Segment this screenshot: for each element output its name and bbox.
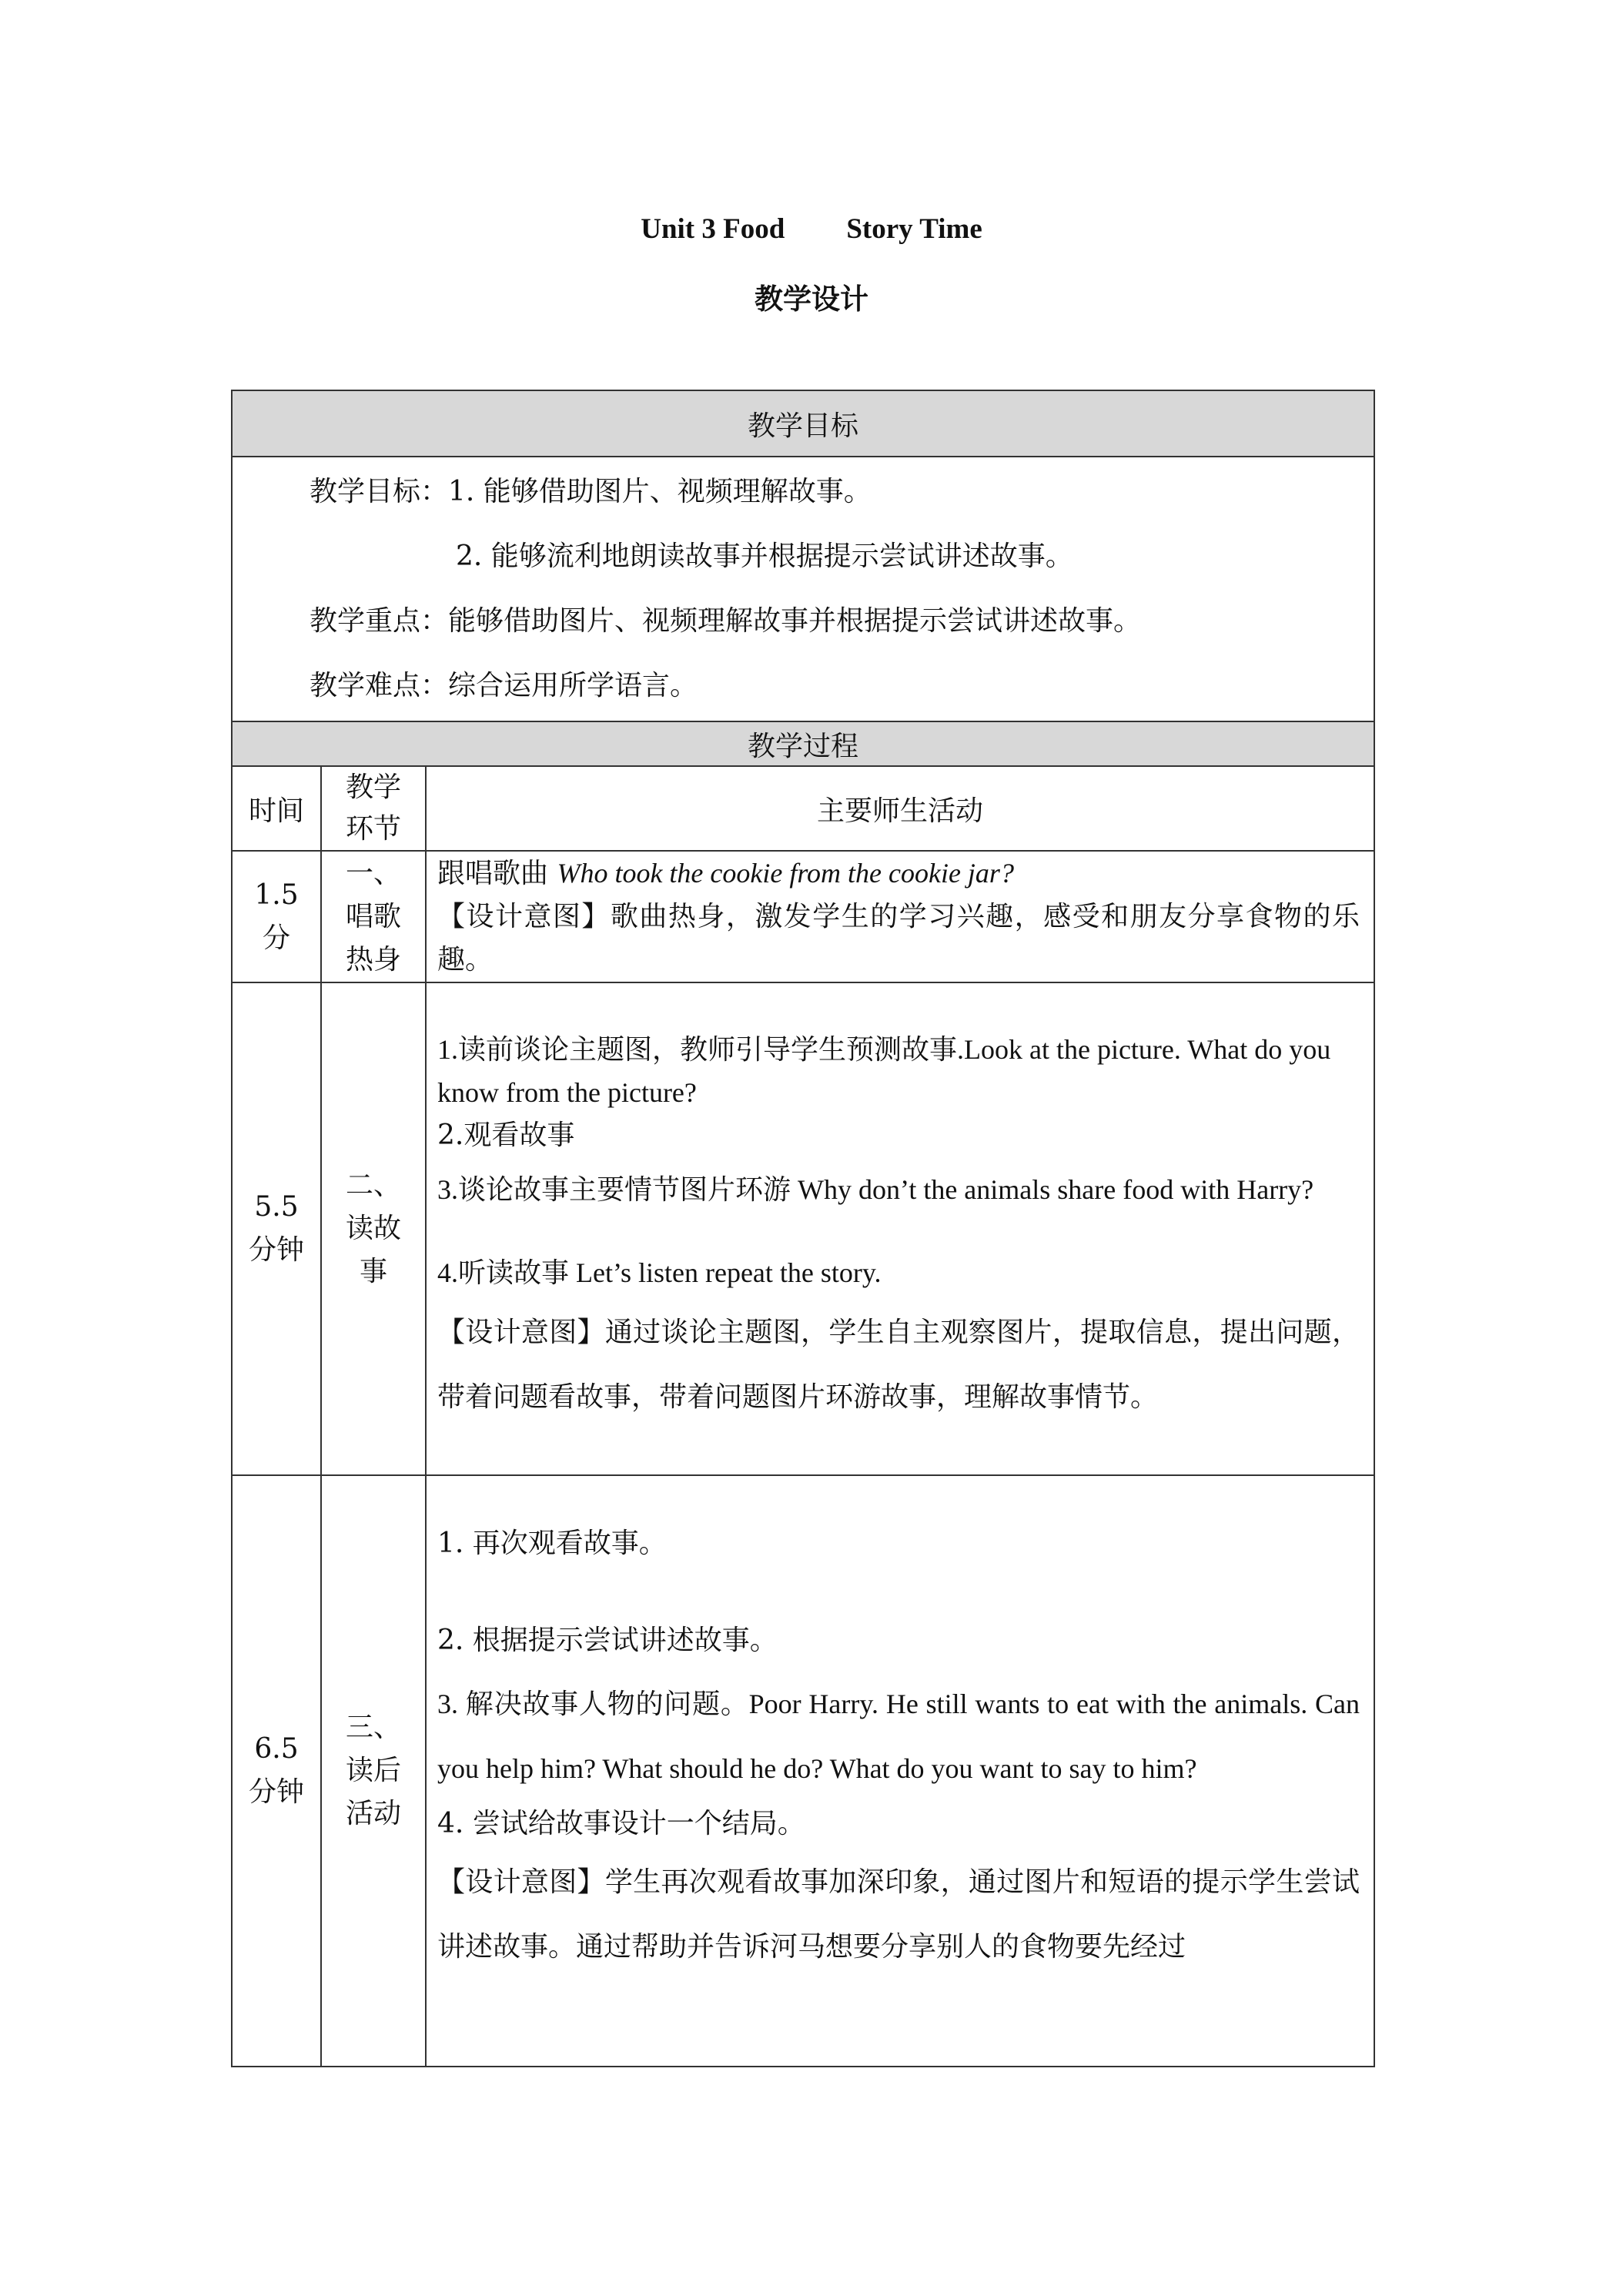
document-subtitle: 教学设计 (755, 282, 868, 316)
stage-row-2 (232, 982, 1374, 1475)
stage-1-name: 一、唱歌热身 (321, 851, 426, 982)
stage-3-time: 6.5分钟 (232, 1475, 321, 2067)
col-header-time: 时间 (232, 766, 321, 851)
stage-1-time: 1.5分 (232, 851, 321, 982)
goal-line-1 (310, 460, 1360, 524)
stage-2-activities (426, 982, 1374, 1475)
goal-1: 1. 能够借助图片、视频理解故事。 (448, 476, 872, 507)
objectives-row (232, 457, 1374, 721)
key-point-label: 教学重点： (310, 605, 449, 637)
stage-2-line-4: 4.听读故事 Let’s listen repeat the story. (437, 1257, 882, 1288)
col-header-activity: 主要师生活动 (426, 766, 1374, 851)
stage-1-line-1 (437, 852, 1360, 895)
stage-2-name: 二、读故事 (321, 982, 426, 1475)
objectives-header: 教学目标 (232, 390, 1374, 457)
stage-3-name: 三、读后活动 (321, 1475, 426, 2067)
column-header-row (232, 766, 1374, 851)
process-header: 教学过程 (232, 721, 1374, 766)
stage-1-line-2: 【设计意图】歌曲热身，激发学生的学习兴趣，感受和朋友分享食物的乐趣。 (437, 901, 1360, 976)
objectives-cell (232, 457, 1374, 721)
lesson-plan-table (231, 390, 1375, 2067)
stage-1-activities (426, 851, 1374, 982)
goal-2: 2. 能够流利地朗读故事并根据提示尝试讲述故事。 (456, 541, 1073, 572)
stage-3-activities (426, 1475, 1374, 2067)
stage-2-time: 5.5分钟 (232, 982, 321, 1475)
stage-3-line-4: 4. 尝试给故事设计一个结局。 (437, 1808, 805, 1839)
stage-3-line-3: 3. 解决故事人物的问题。Poor Harry. He still wants to eat with the animals. Can you help him? What should he do? What do you want to say to him? (437, 1689, 1360, 1784)
stage-2-line-2: 2.观看故事 (437, 1120, 575, 1151)
process-header-row (232, 721, 1374, 766)
col-header-stage: 教学环节 (321, 766, 426, 851)
goal-line-2 (310, 524, 1360, 589)
difficulty-text: 综合运用所学语言。 (448, 670, 698, 701)
difficulty-label: 教学难点： (310, 670, 449, 701)
difficulty-line (310, 654, 1360, 718)
title-part: Story Time (846, 213, 982, 245)
song-intro: 跟唱歌曲 (437, 858, 557, 889)
stage-2-line-5: 【设计意图】通过谈论主题图，学生自主观察图片，提取信息，提出问题，带着问题看故事，带着问题图片环游故事，理解故事情节。 (437, 1317, 1360, 1413)
stage-2-line-3: 3.谈论故事主要情节图片环游 Why don’t the animals share food with Harry? (437, 1174, 1314, 1205)
stage-3-line-1: 1. 再次观看故事。 (437, 1528, 667, 1559)
key-point-text: 能够借助图片、视频理解故事并根据提示尝试讲述故事。 (448, 605, 1142, 637)
document-title (0, 213, 1623, 246)
stage-row-1 (232, 851, 1374, 982)
stage-3-line-5: 【设计意图】学生再次观看故事加深印象，通过图片和短语的提示学生尝试讲述故事。通过帮助并告诉河马想要分享别人的食物要先经过 (437, 1866, 1360, 1963)
objectives-header-row (232, 390, 1374, 457)
song-title: Who took the cookie from the cookie jar? (557, 858, 1014, 889)
key-point-line (310, 589, 1360, 654)
title-unit: Unit 3 Food (641, 213, 785, 245)
stage-2-line-1: 1.读前谈论主题图，教师引导学生预测故事.Look at the picture. What do you know from the picture? (437, 1034, 1331, 1108)
stage-row-3 (232, 1475, 1374, 2067)
stage-3-line-2: 2. 根据提示尝试讲述故事。 (437, 1625, 778, 1656)
goal-label: 教学目标： (310, 476, 449, 507)
